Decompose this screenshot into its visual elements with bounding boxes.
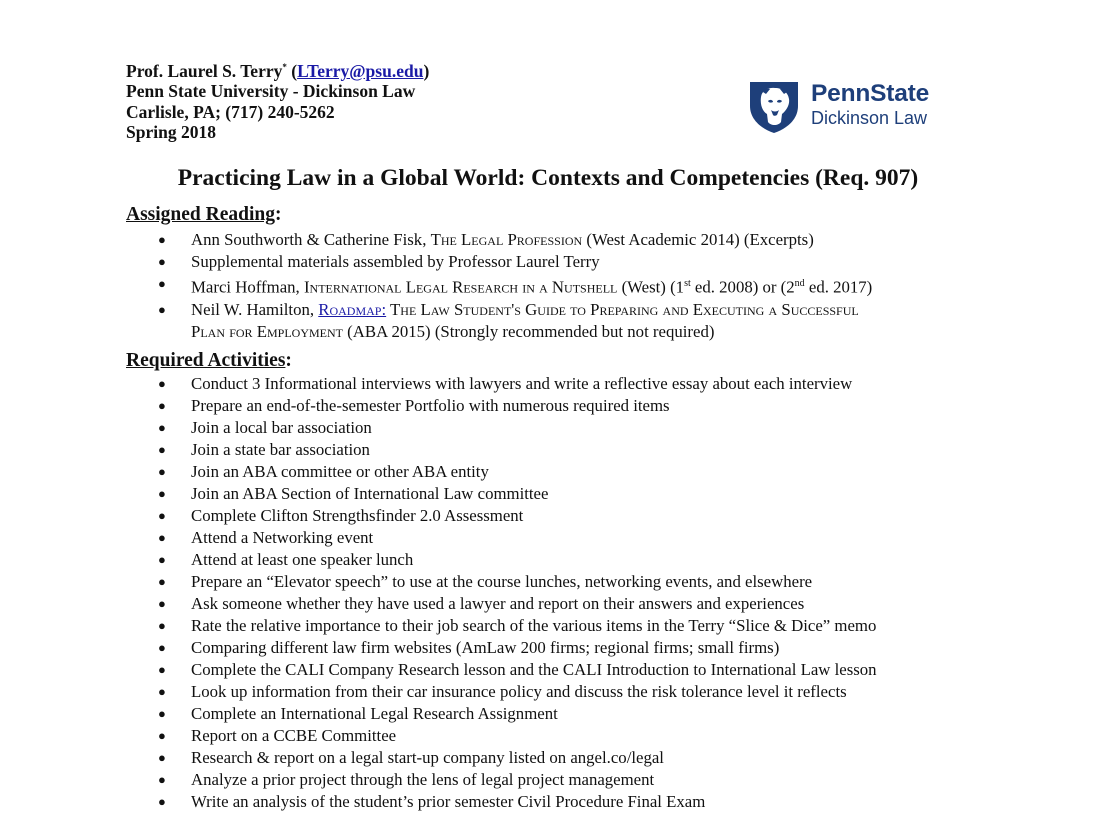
activity-item: ● Prepare an “Elevator speech” to use at the course lunches, networking events, and elsewhere bbox=[158, 572, 813, 591]
activity-item: ● Analyze a prior project through the lens of legal project management bbox=[158, 770, 655, 789]
reading-item: ● Marci Hoffman, International Legal Research in a Nutshell (West) (1st ed. 2008) or (2nd ed. 2017) bbox=[158, 276, 873, 297]
author-block bbox=[126, 57, 429, 143]
activity-item: ● Attend at least one speaker lunch bbox=[158, 550, 414, 569]
term: Spring 2018 bbox=[126, 122, 216, 143]
reading-item-continuation: Plan for Employment (ABA 2015) (Strongly recommended but not required) bbox=[191, 321, 715, 341]
activity-item: ● Report on a CCBE Committee bbox=[158, 726, 397, 745]
logo-subtitle: Dickinson Law bbox=[811, 108, 928, 128]
roadmap-link[interactable]: Roadmap: bbox=[318, 299, 387, 319]
assigned-reading-heading: Assigned Reading: bbox=[126, 204, 282, 225]
pennstate-logo bbox=[748, 80, 948, 136]
email-link[interactable]: LTerry@psu.edu bbox=[297, 60, 424, 81]
activity-item: ● Prepare an end-of-the-semester Portfolio with numerous required items bbox=[158, 396, 670, 415]
reading-item: ● Supplemental materials assembled by Professor Laurel Terry bbox=[158, 252, 600, 271]
course-title: Practicing Law in a Global World: Contexts and Competencies (Req. 907) bbox=[177, 165, 919, 191]
address: Carlisle, PA; (717) 240-5262 bbox=[126, 101, 335, 122]
activity-item: ● Join a local bar association bbox=[158, 418, 372, 437]
required-activities-list bbox=[0, 373, 877, 813]
reading-item: ● Neil W. Hamilton, Roadmap: The Law Student's Guide to Preparing and Executing a Successful bbox=[158, 299, 859, 319]
activity-item: ● Conduct 3 Informational interviews with lawyers and write a reflective essay about each interview bbox=[158, 374, 853, 393]
activity-item: ● Rate the relative importance to their job search of the various items in the Terry “Slice & Dice” memo bbox=[158, 616, 877, 635]
activity-item: ● Complete Clifton Strengthsfinder 2.0 Assessment bbox=[158, 506, 524, 525]
nittany-lion-shield-icon bbox=[748, 80, 800, 134]
author-name: Prof. Laurel S. Terry bbox=[126, 60, 283, 81]
logo-wordmark: PennState bbox=[811, 80, 930, 107]
activity-item: ● Join an ABA committee or other ABA entity bbox=[158, 462, 489, 481]
activity-item: ● Attend a Networking event bbox=[158, 528, 374, 547]
activity-item: ● Complete the CALI Company Research lesson and the CALI Introduction to International Law lesson bbox=[158, 660, 877, 679]
activity-item: ● Comparing different law firm websites (AmLaw 200 firms; regional firms; small firms) bbox=[158, 638, 780, 657]
assigned-reading-list bbox=[0, 229, 872, 343]
activity-item: ● Write an analysis of the student’s prior semester Civil Procedure Final Exam bbox=[158, 792, 706, 811]
footnote-mark: * bbox=[282, 62, 287, 72]
institution: Penn State University - Dickinson Law bbox=[126, 81, 416, 102]
reading-item: ● Ann Southworth & Catherine Fisk, The Legal Profession (West Academic 2014) (Excerpts) bbox=[158, 230, 814, 249]
activity-item: ● Ask someone whether they have used a lawyer and report on their answers and experiences bbox=[158, 594, 805, 613]
activity-item: ● Complete an International Legal Research Assignment bbox=[158, 704, 558, 723]
required-activities-heading: Required Activities: bbox=[126, 350, 292, 371]
activity-item: ● Join a state bar association bbox=[158, 440, 370, 459]
activity-item: ● Look up information from their car insurance policy and discuss the risk tolerance level it reflects bbox=[158, 682, 847, 701]
activity-item: ● Research & report on a legal start-up company listed on angel.co/legal bbox=[158, 748, 664, 767]
author-line: Prof. Laurel S. Terry* (LTerry@psu.edu) bbox=[126, 60, 430, 81]
activity-item: ● Join an ABA Section of International Law committee bbox=[158, 484, 549, 503]
